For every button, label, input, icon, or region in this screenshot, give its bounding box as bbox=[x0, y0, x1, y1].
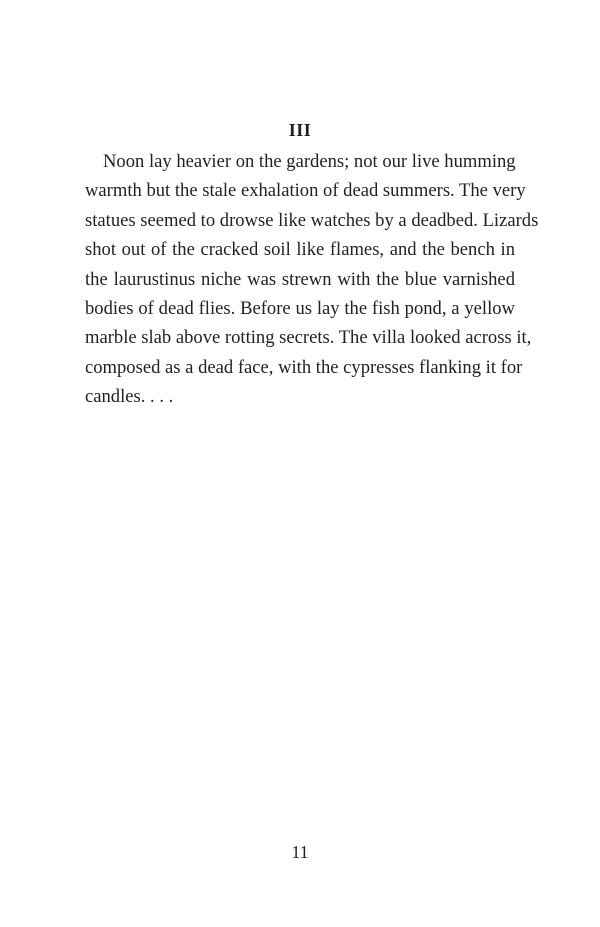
chapter-heading: III bbox=[288, 120, 312, 140]
paragraph-line: candles. . . . bbox=[85, 386, 174, 408]
paragraph-line: composed as a dead face, with the cypresses flanking it for bbox=[85, 356, 523, 378]
paragraph-line: warmth but the stale exhalation of dead summers. The very bbox=[85, 180, 526, 202]
paragraph-line: statues seemed to drowse like watches by a deadbed. Lizards bbox=[85, 209, 539, 231]
paragraph-line: shot out of the cracked soil like flames, and the bench in bbox=[85, 239, 515, 261]
page-number: 11 bbox=[291, 842, 309, 862]
body-paragraph bbox=[85, 147, 539, 412]
paragraph-line: bodies of dead flies. Before us lay the fish pond, a yellow bbox=[85, 298, 515, 320]
paragraph-line: the laurustinus niche was strewn with the blue varnished bbox=[85, 268, 515, 290]
paragraph-line: marble slab above rotting secrets. The villa looked across it, bbox=[85, 327, 532, 349]
paragraph-line: Noon lay heavier on the gardens; not our live humming bbox=[103, 151, 516, 172]
